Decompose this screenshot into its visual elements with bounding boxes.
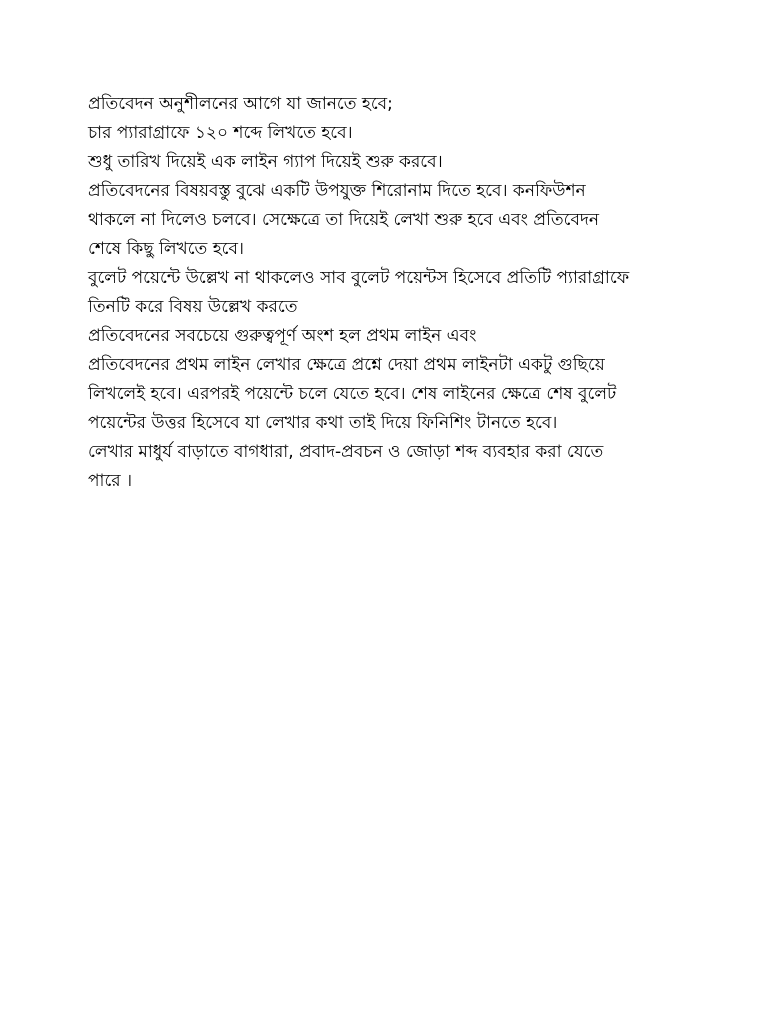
text-line: লেখার মাধুর্য বাড়াতে বাগধারা, প্রবাদ-প্রবচন ও জোড়া শব্দ ব্যবহার করা যেতে — [88, 442, 604, 462]
text-line: প্রতিবেদনের সবচেয়ে গুরুত্বপূর্ণ অংশ হল প্রথম লাইন এবং — [88, 326, 477, 346]
text-line: থাকলে না দিলেও চলবে। সেক্ষেত্রে তা দিয়েই লেখা শুরু হবে এবং প্রতিবেদন — [88, 210, 600, 230]
text-line: প্রতিবেদনের প্রথম লাইন লেখার ক্ষেত্রে প্রশ্নে দেয়া প্রথম লাইনটা একটু গুছিয়ে — [88, 355, 605, 375]
document-body — [88, 90, 688, 496]
text-line: বুলেট পয়েন্টে উল্লেখ না থাকলেও সাব বুলেট পয়েন্টস হিসেবে প্রতিটি প্যারাগ্রাফে — [88, 268, 630, 288]
text-line: পারে । — [88, 471, 133, 491]
text-line: শেষে কিছু লিখতে হবে। — [88, 239, 245, 259]
text-line: প্রতিবেদন অনুশীলনের আগে যা জানতে হবে; — [88, 94, 393, 114]
text-line: পয়েন্টের উত্তর হিসেবে যা লেখার কথা তাই দিয়ে ফিনিশিং টানতে হবে। — [88, 413, 558, 433]
text-line: চার প্যারাগ্রাফে ১২০ শব্দে লিখতে হবে। — [88, 123, 353, 143]
text-line: প্রতিবেদনের বিষয়বস্তু বুঝে একটি উপযুক্ত শিরোনাম দিতে হবে। কনফিউশন — [88, 181, 586, 201]
text-line: তিনটি করে বিষয় উল্লেখ করতে — [88, 297, 298, 317]
text-line: শুধু তারিখ দিয়েই এক লাইন গ্যাপ দিয়েই শুরু করবে। — [88, 152, 443, 172]
text-line: লিখলেই হবে। এরপরই পয়েন্টে চলে যেতে হবে। শেষ লাইনের ক্ষেত্রে শেষ বুলেট — [88, 384, 617, 404]
